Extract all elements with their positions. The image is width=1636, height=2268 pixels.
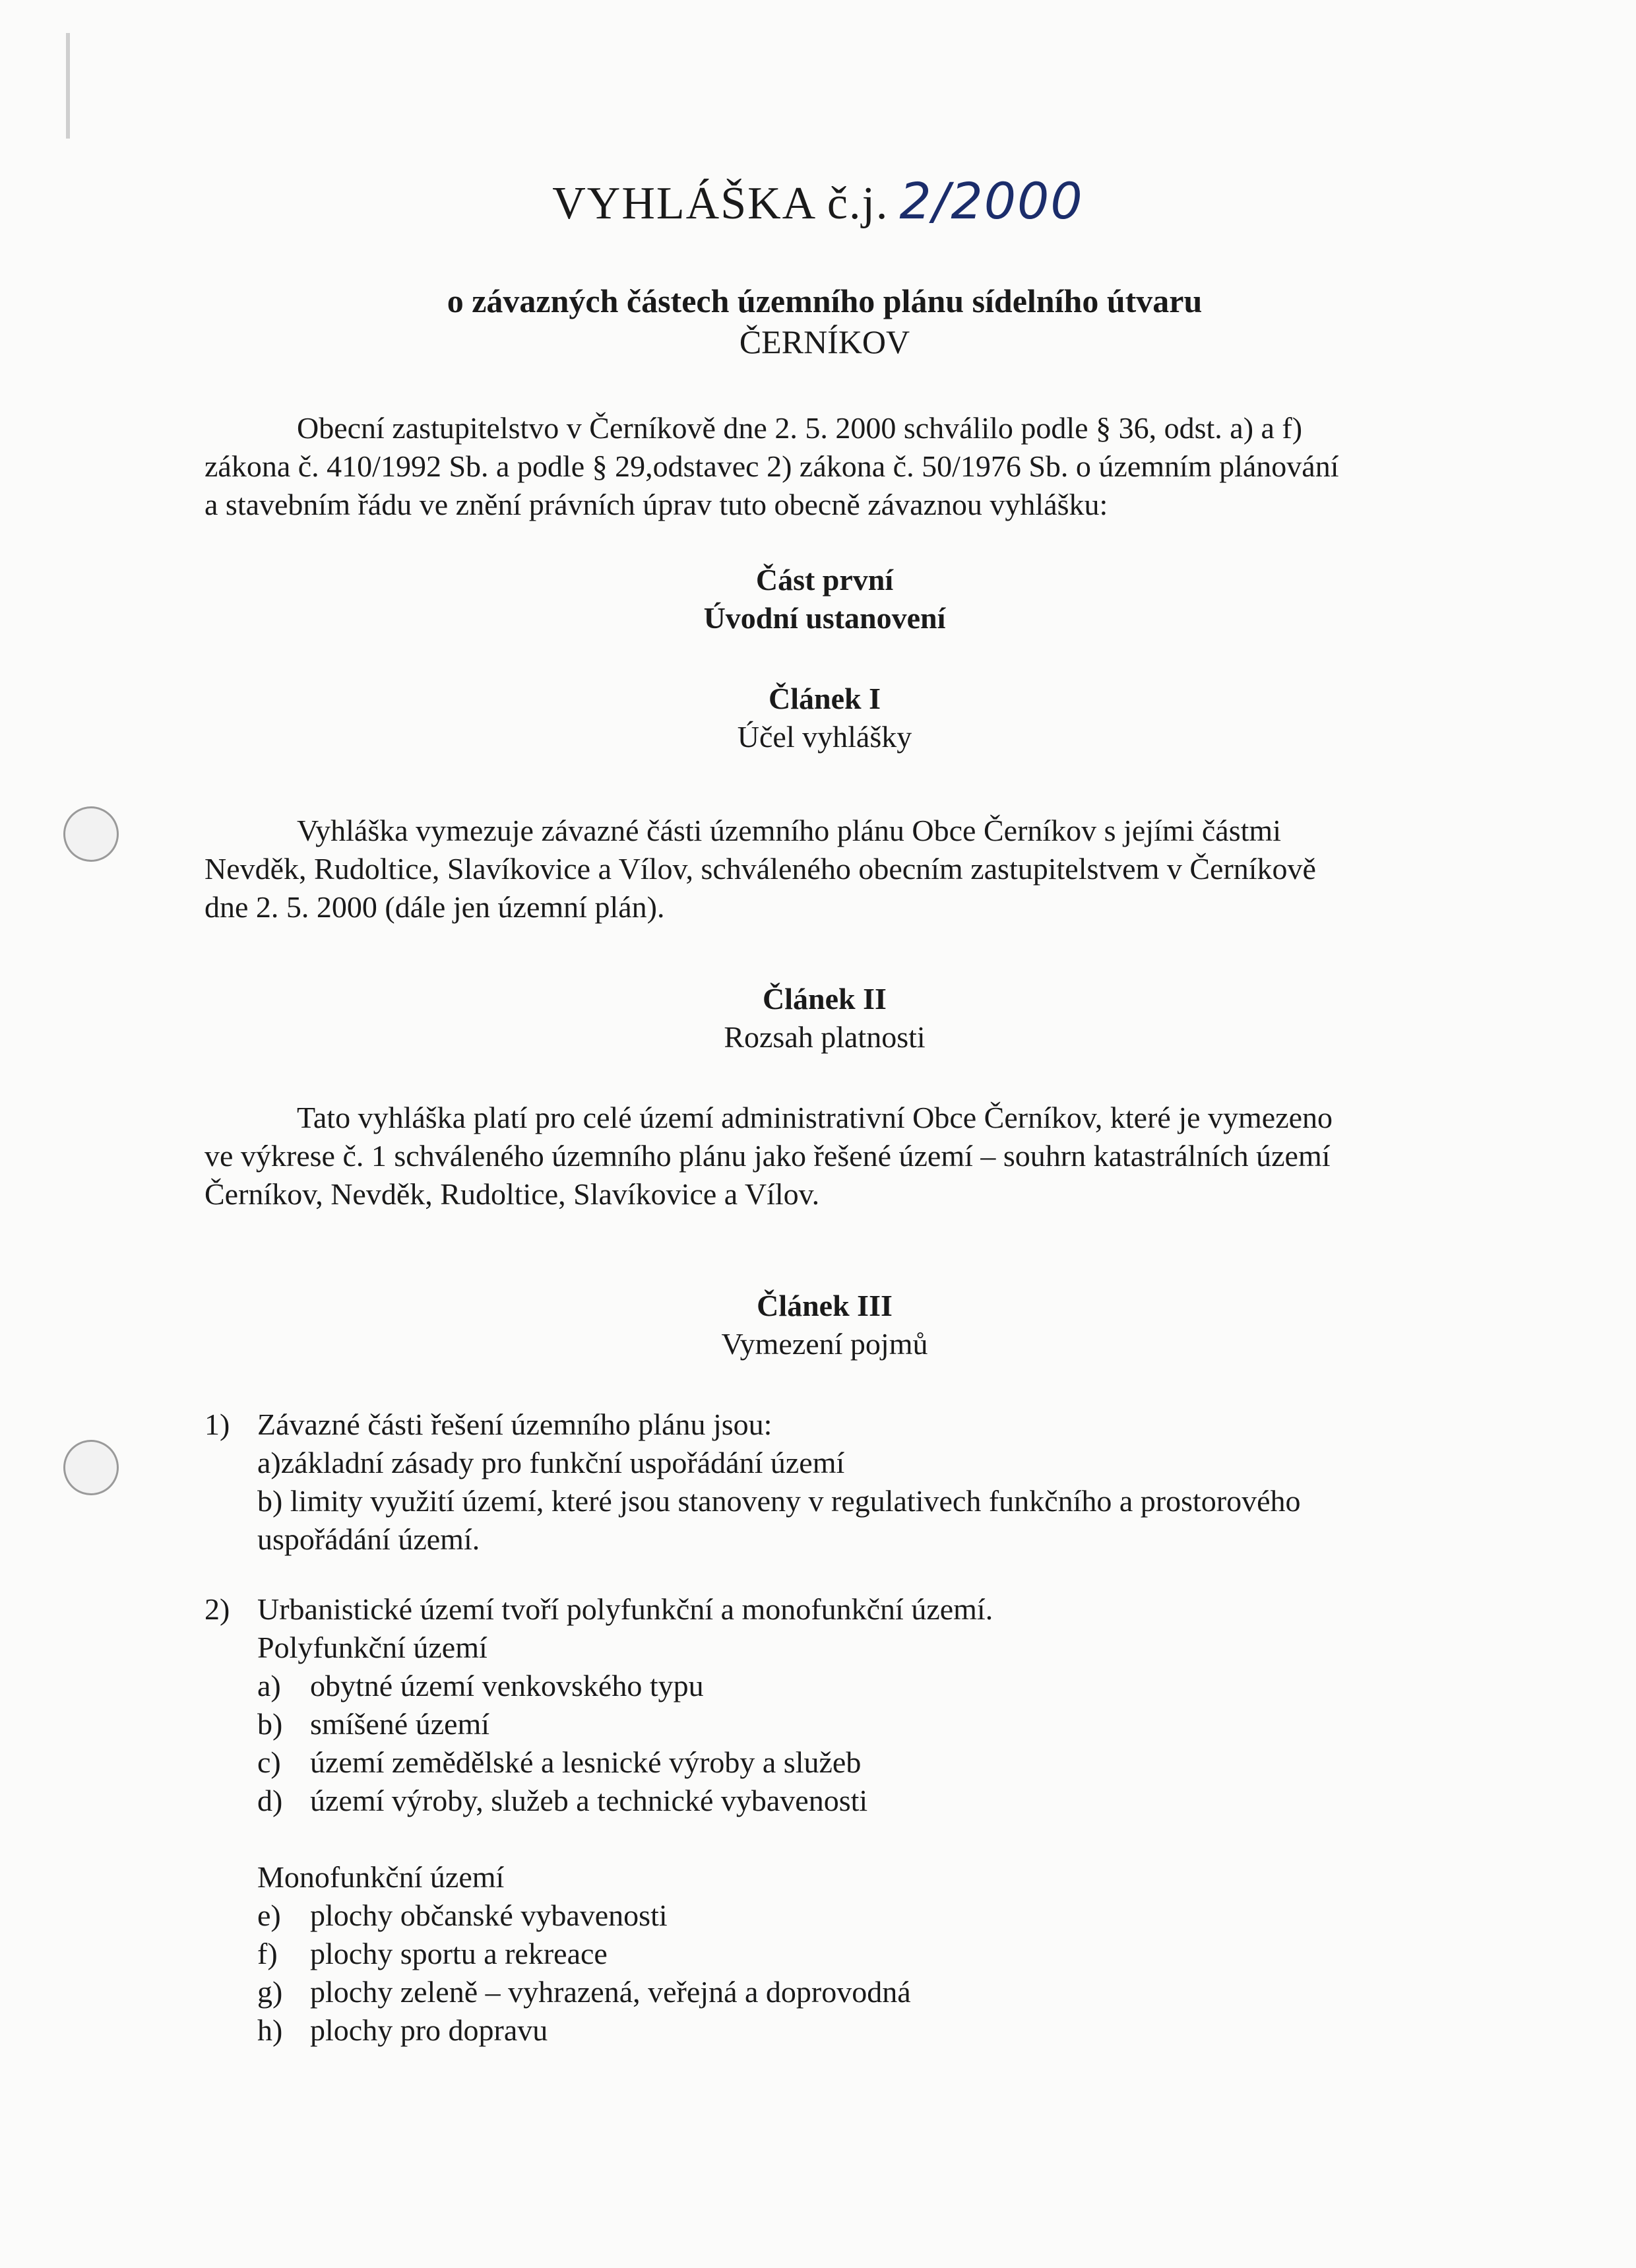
item-text: Urbanistické území tvoří polyfunkční a monofunkční území. xyxy=(257,1592,993,1626)
article-title: Účel vyhlášky xyxy=(737,720,912,754)
article-label: Článek I xyxy=(769,682,881,715)
list-letter: g) xyxy=(257,1975,283,2009)
list-text: území výroby, služeb a technické vybavenosti xyxy=(310,1784,868,1817)
article-line: Černíkov, Nevděk, Rudoltice, Slavíkovice a Vílov. xyxy=(204,1177,820,1211)
article-line: Tato vyhláška platí pro celé území administrativní Obce Černíkov, které je vymezeno xyxy=(297,1101,1333,1134)
intro-line: zákona č. 410/1992 Sb. a podle § 29,odstavec 2) zákona č. 50/1976 Sb. o územním plánování xyxy=(204,449,1339,483)
punch-hole-bottom xyxy=(63,1440,119,1495)
list-letter: h) xyxy=(257,2013,283,2047)
item-sub-b: b) limity využití území, které jsou stanoveny v regulativech funkčního a prostorového xyxy=(257,1484,1301,1518)
article-2-heading xyxy=(204,980,1445,1056)
list-text: plochy pro dopravu xyxy=(310,2013,548,2047)
list-letter: e) xyxy=(257,1898,281,1932)
article-3-heading xyxy=(204,1287,1445,1363)
polyfunctional-list xyxy=(204,1667,1445,1820)
article-2-body xyxy=(204,1099,1445,1214)
part-label: Část první xyxy=(755,563,894,597)
document-title xyxy=(0,172,1636,230)
item-number: 2) xyxy=(204,1592,230,1626)
article-line: Nevděk, Rudoltice, Slavíkovice a Vílov, schváleného obecním zastupitelstvem v Černíkově xyxy=(204,852,1316,886)
list-text: plochy sportu a rekreace xyxy=(310,1937,608,1970)
subtitle-municipality: ČERNÍKOV xyxy=(739,323,910,360)
article-line: Vyhláška vymezuje závazné části územního plánu Obce Černíkov s jejími částmi xyxy=(297,814,1281,847)
list-item xyxy=(257,1973,1445,2011)
article-1-heading xyxy=(204,680,1445,756)
list-text: plochy občanské vybavenosti xyxy=(310,1898,668,1932)
intro-paragraph xyxy=(204,409,1445,524)
list-text: smíšené území xyxy=(310,1707,490,1741)
list-item xyxy=(257,1743,1445,1782)
list-text: plochy zeleně – vyhrazená, veřejná a doprovodná xyxy=(310,1975,911,2009)
list-item xyxy=(257,1705,1445,1743)
article-line: dne 2. 5. 2000 (dále jen územní plán). xyxy=(204,890,665,924)
list-letter: b) xyxy=(257,1707,283,1741)
list-letter: f) xyxy=(257,1937,278,1970)
monofunctional-heading: Monofunkční území xyxy=(257,1860,505,1894)
intro-line: Obecní zastupitelstvo v Černíkově dne 2. 5. 2000 schválilo podle § 36, odst. a) a f) xyxy=(297,411,1303,445)
article-1-body xyxy=(204,812,1445,926)
punch-hole-top xyxy=(63,806,119,862)
article-label: Článek II xyxy=(763,982,887,1016)
scan-mark xyxy=(66,33,70,139)
list-text: území zemědělské a lesnické výroby a služeb xyxy=(310,1745,862,1779)
subtitle-line: o závazných částech územního plánu sídelního útvaru xyxy=(447,282,1203,319)
item-text: Závazné části řešení územního plánu jsou: xyxy=(257,1408,772,1441)
intro-line: a stavebním řádu ve znění právních úprav tuto obecně závaznou vyhlášku: xyxy=(204,488,1108,521)
list-text: obytné území venkovského typu xyxy=(310,1669,704,1702)
item-sub-b-cont: uspořádání území. xyxy=(257,1522,480,1556)
article-line: ve výkrese č. 1 schváleného územního plánu jako řešené území – souhrn katastrálních území xyxy=(204,1139,1331,1173)
list-item xyxy=(257,2011,1445,2050)
part-one-heading xyxy=(204,561,1445,637)
article-title: Rozsah platnosti xyxy=(724,1020,926,1054)
polyfunctional-heading: Polyfunkční území xyxy=(257,1631,488,1664)
monofunctional-list xyxy=(204,1896,1445,2050)
part-title: Úvodní ustanovení xyxy=(703,601,946,635)
item-sub-a: a)základní zásady pro funkční uspořádání území xyxy=(257,1446,845,1479)
article-3-item-2 xyxy=(204,1590,1445,2050)
article-3-item-1 xyxy=(204,1406,1445,1559)
list-letter: d) xyxy=(257,1784,283,1817)
list-item xyxy=(257,1782,1445,1820)
list-letter: a) xyxy=(257,1669,281,1702)
list-item xyxy=(257,1667,1445,1705)
handwritten-number: 2/2000 xyxy=(899,172,1084,230)
list-letter: c) xyxy=(257,1745,281,1779)
article-label: Článek III xyxy=(757,1289,893,1322)
list-item xyxy=(257,1935,1445,1973)
list-item xyxy=(257,1896,1445,1935)
document-subtitle xyxy=(204,280,1445,362)
item-number: 1) xyxy=(204,1408,230,1441)
title-text: VYHLÁŠKA č.j. xyxy=(552,178,889,229)
article-title: Vymezení pojmů xyxy=(721,1327,928,1361)
